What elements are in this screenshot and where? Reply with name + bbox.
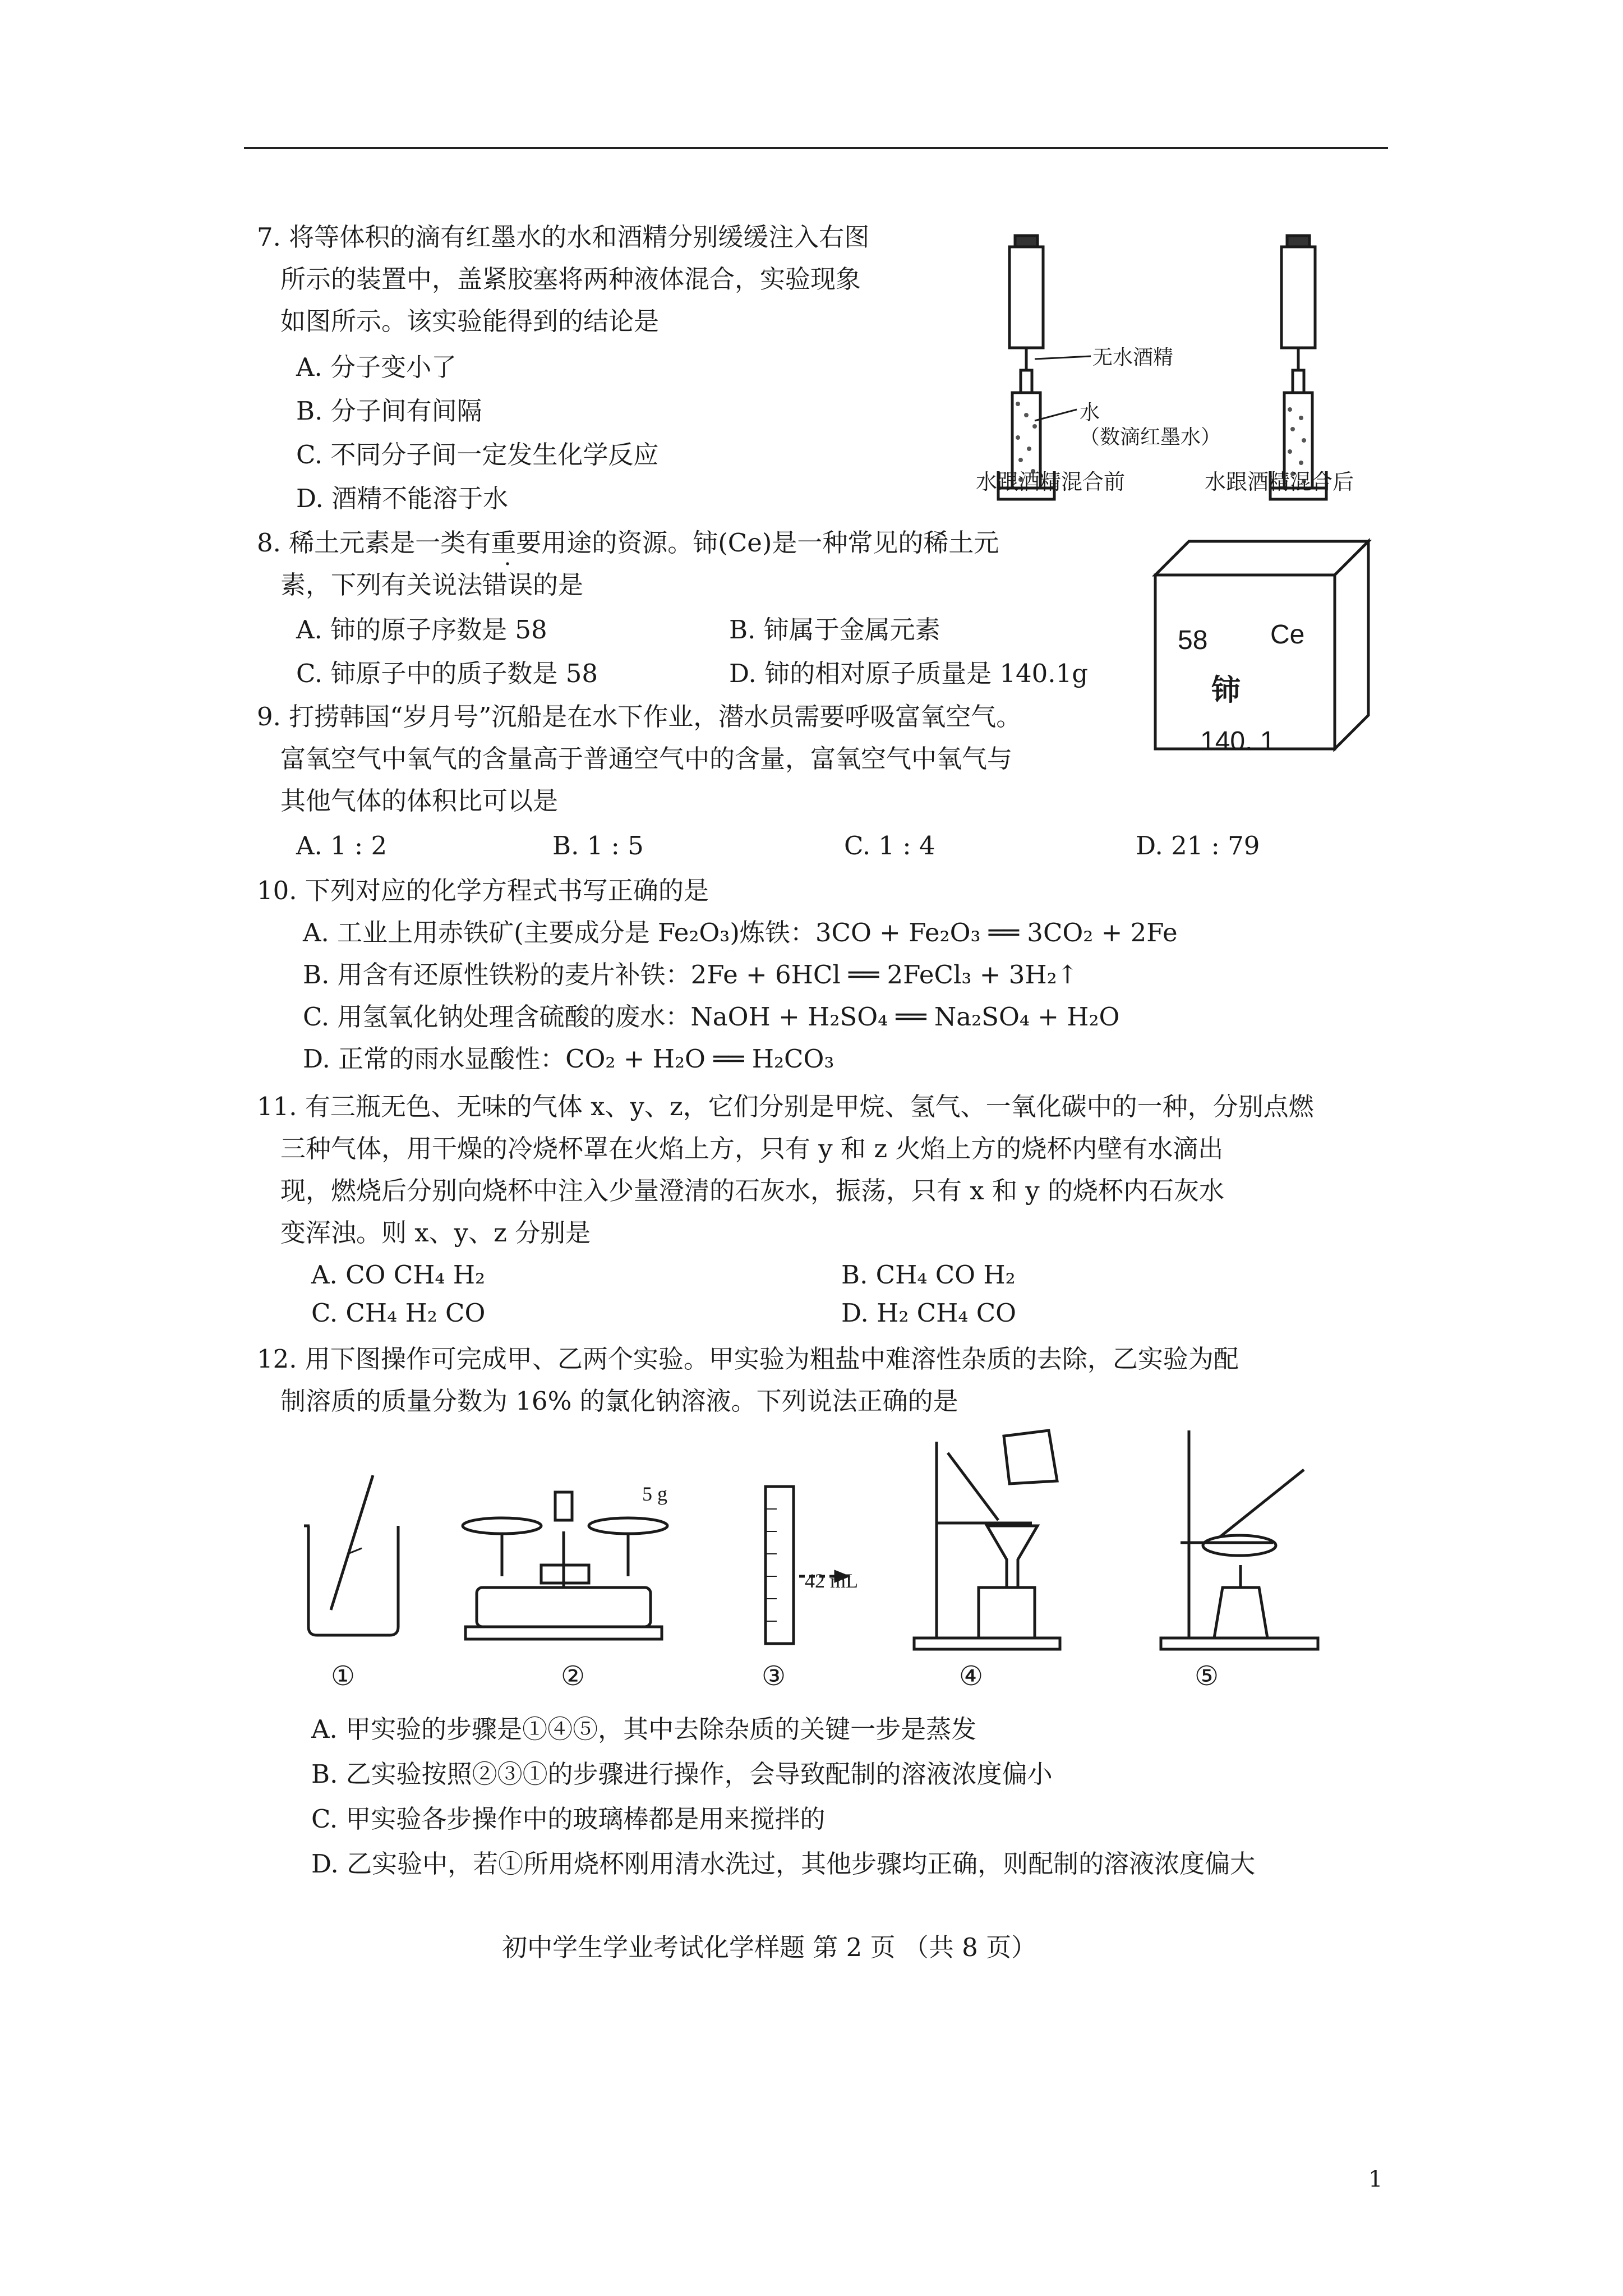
page-footer: 初中学生学业考试化学样题 第 2 页 （共 8 页） bbox=[502, 1932, 1037, 1962]
element-symbol: Ce bbox=[1270, 620, 1305, 650]
q8-option-b[interactable]: B. 铈属于金属元素 bbox=[729, 615, 940, 645]
element-name: 铈 bbox=[1211, 673, 1241, 707]
q12-stem-line2: 制溶质的质量分数为 16% 的氯化钠溶液。下列说法正确的是 bbox=[280, 1386, 958, 1416]
q11-stem-line4: 变浑浊。则 x、y、z 分别是 bbox=[280, 1218, 591, 1248]
q9-stem-line1: 9. 打捞韩国“岁月号”沉船是在水下作业，潜水员需要呼吸富氧空气。 bbox=[257, 702, 1022, 731]
q11-stem-line2: 三种气体，用干燥的冷烧杯罩在火焰上方，只有 y 和 z 火焰上方的烧杯内壁有水滴出 bbox=[280, 1134, 1224, 1163]
q8-option-d[interactable]: D. 铈的相对原子质量是 140.1g bbox=[729, 659, 1089, 688]
q12-step-2: ② bbox=[561, 1660, 585, 1692]
q10-stem: 10. 下列对应的化学方程式书写正确的是 bbox=[257, 876, 709, 905]
q12-lab-procedure-figure bbox=[292, 1419, 1380, 1655]
q8-option-c[interactable]: C. 铈原子中的质子数是 58 bbox=[296, 659, 598, 688]
q11-option-b[interactable]: B. CH₄ CO H₂ bbox=[841, 1260, 1016, 1290]
q12-stem-line1: 12. 用下图操作可完成甲、乙两个实验。甲实验为粗盐中难溶性杂质的去除，乙实验为配 bbox=[257, 1344, 1239, 1374]
q8-stem-line1: 8. 稀土元素是一类有重要用途的资源。铈(Ce)是一种常见的稀土元 bbox=[257, 528, 999, 558]
q10-option-c[interactable]: C. 用氢氧化钠处理含硫酸的废水：NaOH + H₂SO₄ ══ Na₂SO₄ + H₂O bbox=[303, 1002, 1120, 1032]
q12-weight-label: 5 g bbox=[642, 1483, 667, 1505]
q12-step-3: ③ bbox=[762, 1660, 786, 1692]
q7-caption-before: 水跟酒精混合前 bbox=[976, 470, 1126, 494]
q9-option-b[interactable]: B. 1 : 5 bbox=[552, 831, 644, 861]
header-rule bbox=[244, 147, 1388, 149]
q10-option-b[interactable]: B. 用含有还原性铁粉的麦片补铁：2Fe + 6HCl ══ 2FeCl₃ + 3H₂↑ bbox=[303, 960, 1078, 990]
q7-label-alcohol: 无水酒精 bbox=[1092, 346, 1174, 369]
q7-label-water: 水 bbox=[1080, 401, 1100, 424]
q9-stem-line3: 其他气体的体积比可以是 bbox=[280, 786, 559, 816]
element-mass: 140. 1 bbox=[1200, 726, 1275, 756]
q11-option-d[interactable]: D. H₂ CH₄ CO bbox=[841, 1298, 1017, 1328]
element-atomic-number: 58 bbox=[1178, 625, 1208, 655]
q7-stem-line1: 7. 将等体积的滴有红墨水的水和酒精分别缓缓注入右图 bbox=[257, 222, 870, 252]
q11-stem-line3: 现，燃烧后分别向烧杯中注入少量澄清的石灰水，振荡，只有 x 和 y 的烧杯内石灰水 bbox=[280, 1176, 1225, 1205]
q11-stem-line1: 11. 有三瓶无色、无味的气体 x、y、z，它们分别是甲烷、氢气、一氧化碳中的一种，分别点燃 bbox=[257, 1092, 1314, 1121]
q11-option-c[interactable]: C. CH₄ H₂ CO bbox=[311, 1298, 486, 1328]
q12-option-d[interactable]: D. 乙实验中，若①所用烧杯刚用清水洗过，其他步骤均正确，则配制的溶液浓度偏大 bbox=[311, 1849, 1256, 1879]
q12-step-5: ⑤ bbox=[1195, 1660, 1219, 1692]
q12-step-4: ④ bbox=[959, 1660, 984, 1692]
q10-option-a[interactable]: A. 工业上用赤铁矿(主要成分是 Fe₂O₃)炼铁：3CO + Fe₂O₃ ══ 3CO₂ + 2Fe bbox=[303, 918, 1178, 947]
page-number: 1 bbox=[1368, 2166, 1383, 2192]
q12-step-1: ① bbox=[331, 1660, 356, 1692]
q9-option-d[interactable]: D. 21 : 79 bbox=[1136, 831, 1260, 861]
q9-option-a[interactable]: A. 1 : 2 bbox=[296, 831, 388, 861]
q7-label-water-note: （数滴红墨水） bbox=[1080, 426, 1221, 449]
q7-option-c[interactable]: C. 不同分子间一定发生化学反应 bbox=[296, 440, 659, 470]
q9-stem-line2: 富氧空气中氧气的含量高于普通空气中的含量，富氧空气中氧气与 bbox=[280, 744, 1013, 774]
q8-stem-line2: 素，下列有关说法错误的是 bbox=[280, 570, 584, 600]
q9-option-c[interactable]: C. 1 : 4 bbox=[844, 831, 935, 861]
q8-option-a[interactable]: A. 铈的原子序数是 58 bbox=[296, 615, 547, 645]
q12-option-c[interactable]: C. 甲实验各步操作中的玻璃棒都是用来搅拌的 bbox=[311, 1804, 826, 1834]
q7-stem-line3: 如图所示。该实验能得到的结论是 bbox=[280, 306, 660, 336]
q12-volume-label: 42 mL bbox=[805, 1570, 858, 1592]
q7-option-b[interactable]: B. 分子间有间隔 bbox=[296, 396, 482, 426]
q11-option-a[interactable]: A. CO CH₄ H₂ bbox=[311, 1260, 486, 1290]
q10-option-d[interactable]: D. 正常的雨水显酸性：CO₂ + H₂O ══ H₂CO₃ bbox=[303, 1044, 834, 1074]
q7-stem-line2: 所示的装置中，盖紧胶塞将两种液体混合，实验现象 bbox=[280, 264, 861, 294]
q7-apparatus-figure bbox=[965, 224, 1391, 505]
q7-caption-after: 水跟酒精混合后 bbox=[1205, 470, 1354, 494]
q7-option-d[interactable]: D. 酒精不能溶于水 bbox=[296, 484, 509, 513]
q12-option-b[interactable]: B. 乙实验按照②③①的步骤进行操作，会导致配制的溶液浓度偏小 bbox=[311, 1759, 1053, 1789]
q8-emphasis-wrong: 错误 bbox=[482, 570, 533, 600]
q12-option-a[interactable]: A. 甲实验的步骤是①④⑤，其中去除杂质的关键一步是蒸发 bbox=[311, 1714, 977, 1744]
q7-option-a[interactable]: A. 分子变小了 bbox=[296, 352, 457, 382]
